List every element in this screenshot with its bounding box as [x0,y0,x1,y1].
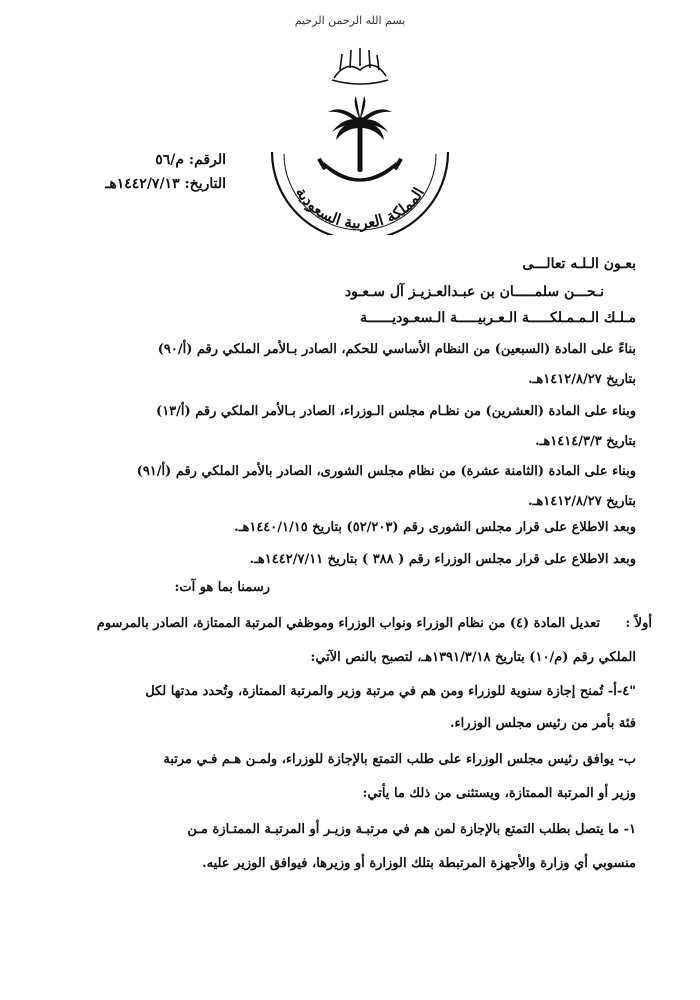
decree-date: التاريخ: ١٤٤٢/٧/١٣هـ [105,176,226,192]
preamble-line-1: بعـون الـلـه تعالـــى [522,256,636,272]
body-line-8: وبعد الاطلاع على قرار مجلس الوزراء رقم ( ٣٨٨ ) بتاريخ ١٤٤٢/٧/١١هـ. [249,552,636,567]
body-line-10: تعديل المادة (٤) من نظام الوزراء ونواب الوزراء وموظفي المرتبة الممتازة، الصادر بالمرسوم [96,616,600,631]
body-line-1: بناءً على المادة (السبعين) من النظام الأساسي للحكم، الصادر بـالأمر الملكي رقم (أ/٩٠) [157,342,636,357]
body-line-17: منسوبي أي وزارة والأجهزة المرتبطة بتلك الوزارة أو وزيرها، فيوافق الوزير عليه. [202,856,636,871]
basmala: بسم الله الرحمن الرحيم [294,14,406,27]
body-line-3: وبناء على المادة (العشرين) من نظـام مجلس الـوزراء، الصادر بـالأمر الملكي رقم (أ/١٣) [156,404,636,419]
article-first-marker: أولاً : [625,616,652,631]
preamble-line-3: مـلـك الـمـمـلكـــــة الـعـربيـــــة الـسعـوديــــــة [360,310,636,326]
emblem-inscription: المملكة العربية السعودية [292,184,428,233]
body-line-11: الملكي رقم (م/١٠) بتاريخ ١٣٩١/٣/١٨هـ، لتصبح بالنص الآتي: [310,650,636,665]
palm-swords-emblem-icon [262,40,458,235]
decree-reference [66,148,226,196]
decree-number: الرقم: م/٥٦ [155,152,226,168]
body-line-16: ١- ما يتصل بطلب التمتع بالإجازة لمن هم في مرتبـة وزيـر أو المرتبـة الممتـازة مـن [187,822,636,837]
palm-tree-icon [328,96,392,172]
body-line-13: فئة بأمر من رئيس مجلس الوزراء. [449,716,636,731]
body-line-4: بتاريخ ١٤١٤/٣/٣هـ. [535,434,636,449]
body-line-2: بتاريخ ١٤١٢/٨/٢٧هـ. [528,372,636,387]
body-line-5: وبناء على المادة (الثامنة عشرة) من نظام مجلس الشورى، الصادر بالأمر الملكي رقم (أ/٩١) [136,464,636,479]
body-line-7: وبعد الاطلاع على قرار مجلس الشورى رقم (٥٢/٢٠٣) بتاريخ ١٤٤٠/١/١٥هـ. [234,520,636,535]
shahada-calligraphy-icon [332,48,388,84]
preamble-line-2: نـحـــن سلمـــــان بن عبـدالعـزيـز آل سـعـود [344,284,604,300]
body-line-12: "٤-أ- تُمنح إجازة سنوية للوزراء ومن هم في مرتبة وزير والمرتبة الممتازة، وتُحدد مدتها لكل [145,684,636,699]
saudi-emblem-seal [262,40,458,235]
body-line-14: ب- يوافق رئيس مجلس الوزراء على طلب التمتع بالإجازة للوزراء، ولمـن هـم فـي مرتبة [163,752,636,767]
body-line-6: بتاريخ ١٤١٢/٨/٢٧هـ. [528,494,636,509]
decree-intro: رسمنا بما هو آت: [174,580,270,595]
body-line-15: وزير أو المرتبة الممتازة، ويستثنى من ذلك ما يأتي: [362,786,636,801]
